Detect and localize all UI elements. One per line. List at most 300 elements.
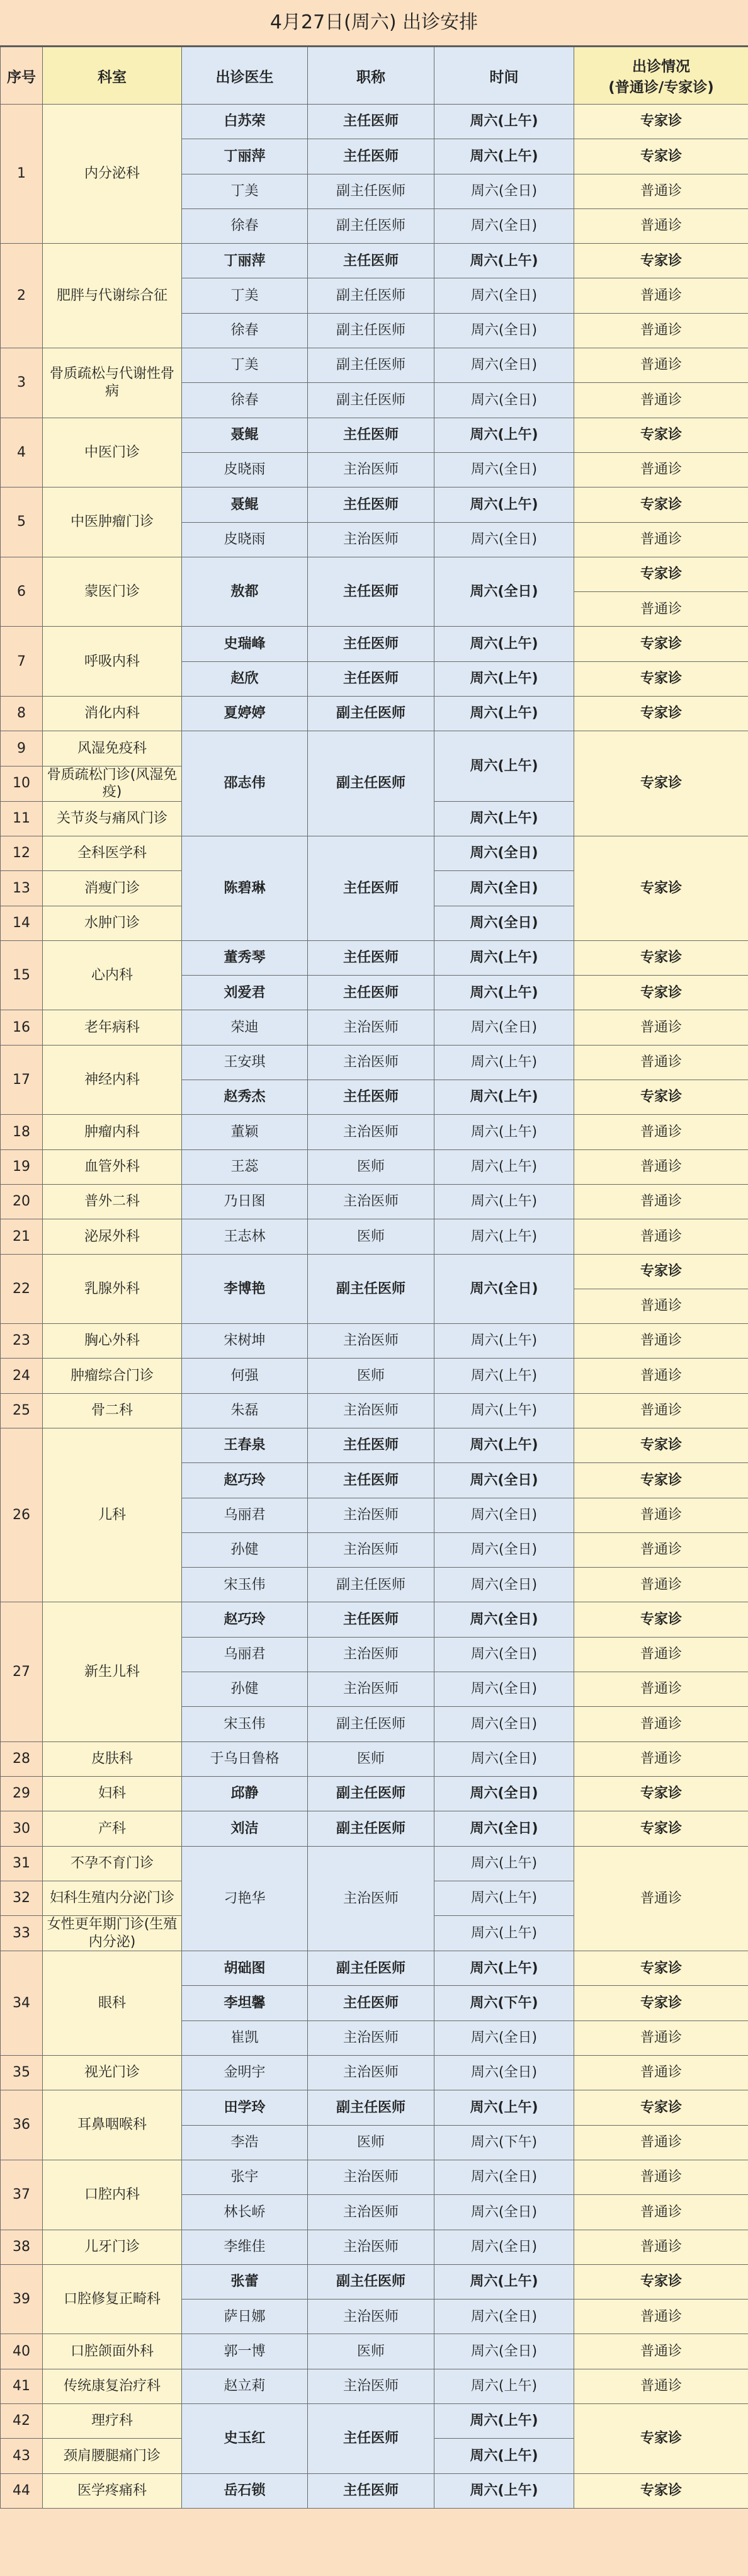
- doctor-cell: 聂鲲: [182, 418, 308, 452]
- doctor-cell: 于乌日鲁格: [182, 1741, 308, 1776]
- time-cell: 周六(全日): [434, 348, 574, 383]
- time-cell: 周六(上午): [434, 1951, 574, 1986]
- title-cell: 副主任医师: [308, 731, 434, 836]
- department-cell: 泌尿外科: [43, 1219, 182, 1254]
- clinic-type-cell: 普通诊: [574, 1846, 748, 1951]
- title-cell: 副主任医师: [308, 1254, 434, 1324]
- time-cell: 周六(上午): [434, 1916, 574, 1951]
- time-cell: 周六(全日): [434, 522, 574, 557]
- table-row: [1, 2404, 748, 2439]
- department-cell: 口腔颌面外科: [43, 2334, 182, 2369]
- seq-cell: 10: [1, 766, 43, 801]
- time-cell: 周六(全日): [434, 278, 574, 313]
- clinic-type-cell: 普通诊: [574, 1184, 748, 1219]
- clinic-type-cell: 专家诊: [574, 1986, 748, 2020]
- clinic-type-cell: 普通诊: [574, 522, 748, 557]
- table-row: [1, 1149, 748, 1184]
- department-cell: 消化内科: [43, 697, 182, 731]
- time-cell: 周六(全日): [434, 1707, 574, 1741]
- title-cell: 副主任医师: [308, 174, 434, 208]
- doctor-cell: 张蕾: [182, 2264, 308, 2299]
- doctor-cell: 王志林: [182, 1219, 308, 1254]
- seq-cell: 38: [1, 2230, 43, 2264]
- table-row: [1, 940, 748, 975]
- table-row: [1, 2090, 748, 2125]
- table-row: [1, 2230, 748, 2264]
- clinic-type-cell: 普通诊: [574, 2125, 748, 2160]
- department-cell: 内分泌科: [43, 105, 182, 244]
- table-row: [1, 1219, 748, 1254]
- seq-cell: 7: [1, 627, 43, 697]
- table-row: [1, 1010, 748, 1045]
- seq-cell: 18: [1, 1115, 43, 1149]
- title-cell: 副主任医师: [308, 383, 434, 418]
- clinic-type-cell: 普通诊: [574, 1393, 748, 1428]
- time-cell: 周六(全日): [434, 2334, 574, 2369]
- clinic-type-cell: 普通诊: [574, 1498, 748, 1532]
- doctor-cell: 白苏荣: [182, 105, 308, 139]
- seq-cell: 36: [1, 2090, 43, 2160]
- title-cell: 主治医师: [308, 1324, 434, 1359]
- department-cell: 肿瘤内科: [43, 1115, 182, 1149]
- clinic-type-cell: 普通诊: [574, 452, 748, 487]
- title-cell: 主治医师: [308, 2300, 434, 2334]
- clinic-type-cell: 普通诊: [574, 2056, 748, 2090]
- time-cell: 周六(全日): [434, 2056, 574, 2090]
- time-cell: 周六(全日): [434, 836, 574, 870]
- title-cell: 主任医师: [308, 1463, 434, 1498]
- time-cell: 周六(全日): [434, 2230, 574, 2264]
- title-cell: 主治医师: [308, 452, 434, 487]
- clinic-type-cell: 普通诊: [574, 1149, 748, 1184]
- table-row: [1, 2473, 748, 2508]
- clinic-type-cell: 普通诊: [574, 1637, 748, 1672]
- table-row: [1, 1254, 748, 1289]
- seq-cell: 34: [1, 1951, 43, 2056]
- seq-cell: 32: [1, 1881, 43, 1915]
- time-cell: 周六(上午): [434, 1428, 574, 1462]
- department-cell: 儿牙门诊: [43, 2230, 182, 2264]
- doctor-cell: 岳石锁: [182, 2473, 308, 2508]
- department-cell: 不孕不育门诊: [43, 1846, 182, 1881]
- department-cell: 眼科: [43, 1951, 182, 2056]
- department-cell: 血管外科: [43, 1149, 182, 1184]
- table-row: [1, 1393, 748, 1428]
- doctor-cell: 丁丽萍: [182, 244, 308, 278]
- time-cell: 周六(全日): [434, 2160, 574, 2194]
- time-cell: 周六(全日): [434, 1532, 574, 1567]
- time-cell: 周六(全日): [434, 1568, 574, 1602]
- seq-cell: 21: [1, 1219, 43, 1254]
- title-cell: 主治医师: [308, 1115, 434, 1149]
- table-row: [1, 2369, 748, 2403]
- clinic-type-cell: 普通诊: [574, 592, 748, 627]
- title-cell: 医师: [308, 2125, 434, 2160]
- title-cell: 副主任医师: [308, 1951, 434, 1986]
- clinic-type-cell: 普通诊: [574, 1568, 748, 1602]
- doctor-cell: 朱磊: [182, 1393, 308, 1428]
- time-cell: 周六(全日): [434, 2300, 574, 2334]
- time-cell: 周六(上午): [434, 801, 574, 836]
- clinic-type-cell: 专家诊: [574, 2473, 748, 2508]
- time-cell: 周六(全日): [434, 452, 574, 487]
- table-header-row: [1, 47, 748, 105]
- title-cell: 医师: [308, 2334, 434, 2369]
- time-cell: 周六(全日): [434, 313, 574, 348]
- time-cell: 周六(上午): [434, 1115, 574, 1149]
- department-cell: 乳腺外科: [43, 1254, 182, 1324]
- doctor-cell: 董颖: [182, 1115, 308, 1149]
- clinic-type-cell: 专家诊: [574, 2090, 748, 2125]
- department-cell: 颈肩腰腿痛门诊: [43, 2439, 182, 2473]
- time-cell: 周六(上午): [434, 2090, 574, 2125]
- time-cell: 周六(上午): [434, 2473, 574, 2508]
- department-cell: 医学疼痛科: [43, 2473, 182, 2508]
- seq-cell: 15: [1, 940, 43, 1010]
- time-cell: 周六(上午): [434, 1184, 574, 1219]
- doctor-cell: 何强: [182, 1359, 308, 1393]
- time-cell: 周六(全日): [434, 1254, 574, 1324]
- seq-cell: 11: [1, 801, 43, 836]
- title-cell: 主任医师: [308, 836, 434, 940]
- department-cell: 水肿门诊: [43, 906, 182, 940]
- title-cell: 主任医师: [308, 105, 434, 139]
- doctor-cell: 邵志伟: [182, 731, 308, 836]
- title-cell: 主治医师: [308, 1498, 434, 1532]
- doctor-cell: 林长峤: [182, 2195, 308, 2230]
- doctor-cell: 李浩: [182, 2125, 308, 2160]
- title-cell: 主治医师: [308, 522, 434, 557]
- doctor-cell: 丁美: [182, 174, 308, 208]
- clinic-type-cell: 专家诊: [574, 1811, 748, 1846]
- clinic-type-cell: 普通诊: [574, 1359, 748, 1393]
- doctor-cell: 张宇: [182, 2160, 308, 2194]
- doctor-cell: 王春泉: [182, 1428, 308, 1462]
- time-cell: 周六(上午): [434, 418, 574, 452]
- table-row: [1, 487, 748, 522]
- doctor-cell: 聂鲲: [182, 487, 308, 522]
- table-row: [1, 557, 748, 591]
- department-cell: 传统康复治疗科: [43, 2369, 182, 2403]
- time-cell: 周六(上午): [434, 1846, 574, 1881]
- doctor-cell: 丁美: [182, 348, 308, 383]
- clinic-type-cell: 普通诊: [574, 174, 748, 208]
- time-cell: 周六(全日): [434, 871, 574, 906]
- table-row: [1, 731, 748, 766]
- department-cell: 蒙医门诊: [43, 557, 182, 627]
- seq-cell: 16: [1, 1010, 43, 1045]
- title-cell: 医师: [308, 1359, 434, 1393]
- time-cell: 周六(上午): [434, 2369, 574, 2403]
- header-cell: 出诊情况 (普通诊/专家诊): [574, 47, 748, 105]
- clinic-type-cell: 普通诊: [574, 2369, 748, 2403]
- clinic-type-cell: 专家诊: [574, 1776, 748, 1811]
- table-row: [1, 105, 748, 139]
- title-cell: 主治医师: [308, 2230, 434, 2264]
- table-row: [1, 1324, 748, 1359]
- clinic-type-cell: 专家诊: [574, 2404, 748, 2474]
- time-cell: 周六(全日): [434, 1776, 574, 1811]
- clinic-type-cell: 普通诊: [574, 208, 748, 243]
- seq-cell: 37: [1, 2160, 43, 2230]
- doctor-cell: 夏婷婷: [182, 697, 308, 731]
- clinic-type-cell: 专家诊: [574, 976, 748, 1010]
- doctor-cell: 丁美: [182, 278, 308, 313]
- clinic-type-cell: 专家诊: [574, 1951, 748, 1986]
- title-cell: 主任医师: [308, 557, 434, 627]
- doctor-cell: 孙健: [182, 1672, 308, 1707]
- department-cell: 皮肤科: [43, 1741, 182, 1776]
- doctor-cell: 皮晓雨: [182, 522, 308, 557]
- time-cell: 周六(全日): [434, 906, 574, 940]
- time-cell: 周六(上午): [434, 1359, 574, 1393]
- department-cell: 口腔修复正畸科: [43, 2264, 182, 2334]
- doctor-cell: 赵立莉: [182, 2369, 308, 2403]
- doctor-cell: 王蕊: [182, 1149, 308, 1184]
- table-row: [1, 1045, 748, 1080]
- table-row: [1, 2264, 748, 2299]
- department-cell: 风湿免疫科: [43, 731, 182, 766]
- title-cell: 主任医师: [308, 1080, 434, 1115]
- clinic-type-cell: 普通诊: [574, 2300, 748, 2334]
- time-cell: 周六(全日): [434, 1672, 574, 1707]
- seq-cell: 35: [1, 2056, 43, 2090]
- doctor-cell: 乌丽君: [182, 1498, 308, 1532]
- seq-cell: 27: [1, 1602, 43, 1741]
- table-row: [1, 1359, 748, 1393]
- table-row: [1, 2160, 748, 2194]
- clinic-type-cell: 普通诊: [574, 1324, 748, 1359]
- title-cell: 主治医师: [308, 1393, 434, 1428]
- table-row: [1, 348, 748, 383]
- department-cell: 心内科: [43, 940, 182, 1010]
- time-cell: 周六(上午): [434, 1881, 574, 1915]
- doctor-cell: 敖都: [182, 557, 308, 627]
- seq-cell: 39: [1, 2264, 43, 2334]
- title-cell: 主治医师: [308, 1532, 434, 1567]
- clinic-type-cell: 普通诊: [574, 1045, 748, 1080]
- department-cell: 消瘦门诊: [43, 871, 182, 906]
- header-cell: 科室: [43, 47, 182, 105]
- department-cell: 妇科: [43, 1776, 182, 1811]
- clinic-type-cell: 普通诊: [574, 2160, 748, 2194]
- clinic-type-cell: 专家诊: [574, 418, 748, 452]
- clinic-type-cell: 普通诊: [574, 1672, 748, 1707]
- seq-cell: 28: [1, 1741, 43, 1776]
- time-cell: 周六(全日): [434, 2020, 574, 2055]
- seq-cell: 25: [1, 1393, 43, 1428]
- title-cell: 主任医师: [308, 661, 434, 696]
- table-row: [1, 1428, 748, 1462]
- seq-cell: 23: [1, 1324, 43, 1359]
- doctor-cell: 金明宇: [182, 2056, 308, 2090]
- clinic-type-cell: 专家诊: [574, 487, 748, 522]
- doctor-cell: 李坦馨: [182, 1986, 308, 2020]
- department-cell: 肥胖与代谢综合征: [43, 244, 182, 348]
- time-cell: 周六(全日): [434, 383, 574, 418]
- clinic-type-cell: 专家诊: [574, 1602, 748, 1637]
- time-cell: 周六(上午): [434, 1080, 574, 1115]
- clinic-type-cell: 专家诊: [574, 139, 748, 174]
- table-row: [1, 2334, 748, 2369]
- clinic-type-cell: 普通诊: [574, 2334, 748, 2369]
- department-cell: 视光门诊: [43, 2056, 182, 2090]
- seq-cell: 40: [1, 2334, 43, 2369]
- clinic-type-cell: 专家诊: [574, 661, 748, 696]
- doctor-cell: 刘爱君: [182, 976, 308, 1010]
- title-cell: 副主任医师: [308, 697, 434, 731]
- time-cell: 周六(上午): [434, 487, 574, 522]
- clinic-type-cell: 普通诊: [574, 348, 748, 383]
- clinic-type-cell: 专家诊: [574, 1463, 748, 1498]
- title-cell: 主任医师: [308, 1428, 434, 1462]
- time-cell: 周六(全日): [434, 1463, 574, 1498]
- doctor-cell: 宋树坤: [182, 1324, 308, 1359]
- table-row: [1, 244, 748, 278]
- seq-cell: 6: [1, 557, 43, 627]
- title-cell: 主任医师: [308, 1986, 434, 2020]
- clinic-type-cell: 普通诊: [574, 2195, 748, 2230]
- table-row: [1, 697, 748, 731]
- clinic-type-cell: 普通诊: [574, 383, 748, 418]
- time-cell: 周六(上午): [434, 139, 574, 174]
- clinic-type-cell: 专家诊: [574, 557, 748, 591]
- doctor-cell: 赵巧玲: [182, 1463, 308, 1498]
- doctor-cell: 邱静: [182, 1776, 308, 1811]
- clinic-type-cell: 普通诊: [574, 1289, 748, 1323]
- time-cell: 周六(上午): [434, 1324, 574, 1359]
- time-cell: 周六(上午): [434, 105, 574, 139]
- title-cell: 主任医师: [308, 2473, 434, 2508]
- department-cell: 骨质疏松与代谢性骨病: [43, 348, 182, 418]
- department-cell: 产科: [43, 1811, 182, 1846]
- doctor-cell: 赵欣: [182, 661, 308, 696]
- seq-cell: 1: [1, 105, 43, 244]
- seq-cell: 14: [1, 906, 43, 940]
- seq-cell: 42: [1, 2404, 43, 2439]
- page-title: 4月27日(周六) 出诊安排: [0, 0, 748, 47]
- title-cell: 副主任医师: [308, 2090, 434, 2125]
- time-cell: 周六(全日): [434, 1498, 574, 1532]
- time-cell: 周六(全日): [434, 1741, 574, 1776]
- department-cell: 关节炎与痛风门诊: [43, 801, 182, 836]
- header-cell: 序号: [1, 47, 43, 105]
- table-row: [1, 1602, 748, 1637]
- doctor-cell: 徐春: [182, 313, 308, 348]
- time-cell: 周六(全日): [434, 1602, 574, 1637]
- department-cell: 老年病科: [43, 1010, 182, 1045]
- seq-cell: 44: [1, 2473, 43, 2508]
- time-cell: 周六(全日): [434, 1811, 574, 1846]
- seq-cell: 43: [1, 2439, 43, 2473]
- title-cell: 副主任医师: [308, 1776, 434, 1811]
- time-cell: 周六(上午): [434, 2404, 574, 2439]
- department-cell: 骨二科: [43, 1393, 182, 1428]
- clinic-type-cell: 专家诊: [574, 244, 748, 278]
- doctor-cell: 荣迪: [182, 1010, 308, 1045]
- department-cell: 骨质疏松门诊(风湿免疫): [43, 766, 182, 801]
- department-cell: 呼吸内科: [43, 627, 182, 697]
- time-cell: 周六(上午): [434, 731, 574, 801]
- title-cell: 副主任医师: [308, 208, 434, 243]
- time-cell: 周六(全日): [434, 1010, 574, 1045]
- seq-cell: 4: [1, 418, 43, 487]
- time-cell: 周六(全日): [434, 208, 574, 243]
- title-cell: 主治医师: [308, 2160, 434, 2194]
- time-cell: 周六(全日): [434, 174, 574, 208]
- doctor-cell: 萨日娜: [182, 2300, 308, 2334]
- seq-cell: 12: [1, 836, 43, 870]
- doctor-cell: 董秀琴: [182, 940, 308, 975]
- department-cell: 普外二科: [43, 1184, 182, 1219]
- seq-cell: 41: [1, 2369, 43, 2403]
- doctor-cell: 陈碧琳: [182, 836, 308, 940]
- title-cell: 副主任医师: [308, 278, 434, 313]
- clinic-type-cell: 专家诊: [574, 1080, 748, 1115]
- department-cell: 肿瘤综合门诊: [43, 1359, 182, 1393]
- time-cell: 周六(全日): [434, 1637, 574, 1672]
- time-cell: 周六(下午): [434, 1986, 574, 2020]
- title-cell: 主任医师: [308, 627, 434, 661]
- time-cell: 周六(上午): [434, 2439, 574, 2473]
- doctor-cell: 徐春: [182, 383, 308, 418]
- time-cell: 周六(上午): [434, 627, 574, 661]
- seq-cell: 33: [1, 1916, 43, 1951]
- doctor-cell: 田学玲: [182, 2090, 308, 2125]
- title-cell: 主任医师: [308, 418, 434, 452]
- clinic-type-cell: 普通诊: [574, 313, 748, 348]
- doctor-cell: 丁丽萍: [182, 139, 308, 174]
- time-cell: 周六(上午): [434, 244, 574, 278]
- department-cell: 儿科: [43, 1428, 182, 1602]
- doctor-cell: 赵秀杰: [182, 1080, 308, 1115]
- title-cell: 主治医师: [308, 2195, 434, 2230]
- seq-cell: 8: [1, 697, 43, 731]
- table-row: [1, 627, 748, 661]
- doctor-cell: 刘洁: [182, 1811, 308, 1846]
- time-cell: 周六(下午): [434, 2125, 574, 2160]
- title-cell: 主治医师: [308, 1010, 434, 1045]
- doctor-cell: 乃日图: [182, 1184, 308, 1219]
- title-cell: 副主任医师: [308, 313, 434, 348]
- clinic-type-cell: 普通诊: [574, 1532, 748, 1567]
- doctor-cell: 李博艳: [182, 1254, 308, 1324]
- time-cell: 周六(上午): [434, 1045, 574, 1080]
- doctor-cell: 崔凯: [182, 2020, 308, 2055]
- department-cell: 妇科生殖内分泌门诊: [43, 1881, 182, 1915]
- doctor-cell: 史玉红: [182, 2404, 308, 2474]
- clinic-type-cell: 专家诊: [574, 2264, 748, 2299]
- title-cell: 主任医师: [308, 1602, 434, 1637]
- title-cell: 主任医师: [308, 940, 434, 975]
- table-row: [1, 1115, 748, 1149]
- time-cell: 周六(上午): [434, 2264, 574, 2299]
- title-cell: 主任医师: [308, 139, 434, 174]
- doctor-cell: 王安琪: [182, 1045, 308, 1080]
- title-cell: 主治医师: [308, 1184, 434, 1219]
- doctor-cell: 徐春: [182, 208, 308, 243]
- table-row: [1, 1951, 748, 1986]
- clinic-type-cell: 专家诊: [574, 940, 748, 975]
- doctor-cell: 赵巧玲: [182, 1602, 308, 1637]
- doctor-cell: 宋玉伟: [182, 1568, 308, 1602]
- seq-cell: 9: [1, 731, 43, 766]
- title-cell: 主任医师: [308, 976, 434, 1010]
- table-row: [1, 418, 748, 452]
- clinic-type-cell: 专家诊: [574, 1254, 748, 1289]
- clinic-type-cell: 普通诊: [574, 1010, 748, 1045]
- title-cell: 副主任医师: [308, 1811, 434, 1846]
